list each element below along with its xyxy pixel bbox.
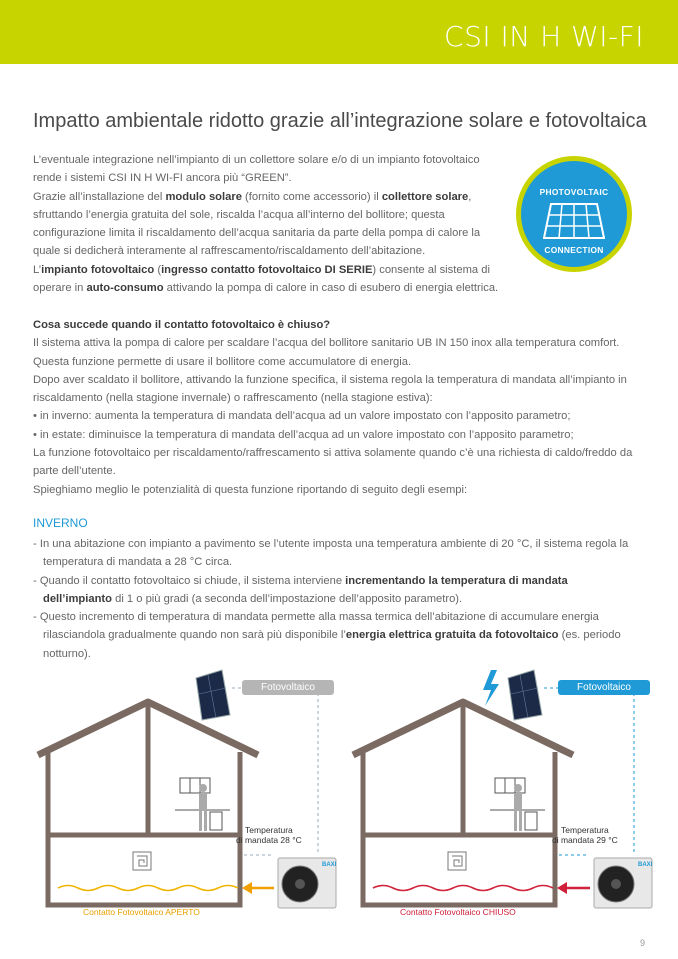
text-span: Grazie all’installazione del <box>33 190 166 203</box>
house-illustration <box>345 660 660 920</box>
badge-bottom-label: CONNECTION <box>544 245 604 255</box>
winter-item-2 <box>33 572 633 609</box>
thermostat-icon <box>133 852 151 870</box>
contact-open-label: Contatto Fotovoltaico APERTO <box>83 907 200 917</box>
solar-panel-icon <box>196 670 230 720</box>
temp-label-line-1: Temperatura <box>561 825 609 835</box>
lightning-icon <box>483 670 499 706</box>
page-title: Impatto ambientale ridotto grazie all’integrazione solare e fotovoltaica <box>33 110 647 132</box>
text-span: , sfruttando l’energia gratuita del sole, riscalda l’acqua all’interno del bollitore; questa configurazione limita il riscaldamento dell’acqua sanitaria da parte della pompa di calore la quale si dedicherà interamente al raffrescamento/riscaldamento dell’abitazione. <box>33 190 481 258</box>
bullet-winter: • in inverno: aumenta la temperatura di mandata dell’acqua ad un valore impostato con l’apposito parametro; <box>33 410 571 423</box>
page-header <box>0 0 678 64</box>
flow-temp-label-left <box>236 826 302 845</box>
text-span: ) consente al sistema di operare in <box>33 263 490 295</box>
heat-pump-icon <box>594 858 653 908</box>
text-span: (fornito come accessorio) il <box>241 190 382 203</box>
text-span: ( <box>154 263 162 276</box>
heat-pump-icon <box>278 858 337 908</box>
text-span: - Questo incremento di temperatura di mandata permette alla massa termica dell’abitazione di accumulare energia rilasciandola gradualmente quando non sarà più disponibile l’ <box>33 611 599 642</box>
text-span: - Quando il contatto fotovoltaico si chiude, il sistema interviene <box>33 574 346 587</box>
temp-label-line-2: di mandata 28 °C <box>236 834 302 845</box>
winter-item-1: - In una abitazione con impianto a pavimento se l’utente imposta una temperatura ambiente di 20 °C, il sistema regola la temperatura di mandata a 28 °C circa. <box>33 538 629 569</box>
intro-paragraph-1: L’eventuale integrazione nell’impianto di un collettore solare e/o di un impianto fotovoltaico rende i sistemi CSI IN H WI-FI ancora più “GREEN”. <box>33 154 480 185</box>
photovoltaic-connection-badge <box>516 156 632 272</box>
intro-paragraph-2 <box>33 188 509 261</box>
product-title: CSI IN H WI-FI <box>444 20 644 53</box>
bold-pv-contact: ingresso contatto fotovoltaico DI SERIE <box>161 263 373 276</box>
bold-solar-collector: collettore solare <box>381 190 469 203</box>
svg-text:BAXI: BAXI <box>638 862 653 868</box>
bold-pv-system: impianto fotovoltaico <box>41 263 155 276</box>
temp-label-line-2: di mandata 29 °C <box>552 834 618 845</box>
text-span: di 1 o più gradi (a seconda dell’impostazione dell’apposito parametro). <box>112 592 463 605</box>
flow-temp-label-right <box>552 826 618 845</box>
bullet-summer: • in estate: diminuisce la temperatura di mandata dell’acqua ad un valore impostato con l’apposito parametro; <box>33 428 574 441</box>
flow-arrow-icon <box>557 882 590 894</box>
text-span: (es. periodo notturno). <box>43 629 621 660</box>
flow-arrow-icon <box>242 882 274 894</box>
temp-label-line-1: Temperatura <box>245 825 293 835</box>
winter-list <box>33 535 633 663</box>
closed-contact-section <box>33 316 653 499</box>
pv-label-right: Fotovoltaico <box>558 680 650 695</box>
bold-increase-temp: incrementando la temperatura di mandata dell’impianto <box>43 574 568 605</box>
thermostat-icon <box>448 852 466 870</box>
section-paragraph-4: Spieghiamo meglio le potenzialità di questa funzione riportando di seguito degli esempi: <box>33 483 468 496</box>
intro-paragraph-3 <box>33 261 509 298</box>
pv-label-left: Fotovoltaico <box>242 680 334 695</box>
badge-top-label: PHOTOVOLTAIC <box>539 187 609 197</box>
section-paragraph-3: La funzione fotovoltaico per riscaldamento/raffrescamento si attiva solamente quando c’è una richiesta di caldo/freddo da parte dell’utente. <box>33 447 633 478</box>
contact-closed-label: Contatto Fotovoltaico CHIUSO <box>400 907 516 917</box>
text-span: L’ <box>33 263 42 276</box>
solar-panel-icon <box>508 670 542 720</box>
winter-heading: INVERNO <box>33 516 88 530</box>
diagram-open-contact <box>30 660 340 920</box>
bold-solar-module: modulo solare <box>165 190 242 203</box>
page-number: 9 <box>639 938 645 948</box>
solar-panel-icon <box>543 203 605 239</box>
bold-self-consumption: auto-consumo <box>86 282 164 295</box>
text-span: attivando la pompa di calore in caso di esubero di energia elettrica. <box>163 282 499 295</box>
section-paragraph-2: Dopo aver scaldato il bollitore, attivando la funzione specifica, il sistema regola la temperatura di mandata all’impianto in riscaldamento (nella stagione invernale) o raffrescamento (nella stagione estiva): <box>33 373 627 405</box>
section-paragraph-1: Il sistema attiva la pompa di calore per scaldare l’acqua del bollitore sanitario UB IN 150 inox alla temperatura comfort. Questa funzione permette di usare il bollitore come accumulatore di energia. <box>33 337 620 368</box>
diagram-closed-contact <box>345 660 660 920</box>
bold-free-energy: energia elettrica gratuita da fotovoltaico <box>345 629 559 642</box>
winter-item-3 <box>33 608 633 663</box>
svg-text:BAXI: BAXI <box>322 862 337 868</box>
intro-paragraphs <box>33 151 509 297</box>
house-illustration <box>30 660 340 920</box>
section-heading: Cosa succede quando il contatto fotovoltaico è chiuso? <box>33 319 331 331</box>
